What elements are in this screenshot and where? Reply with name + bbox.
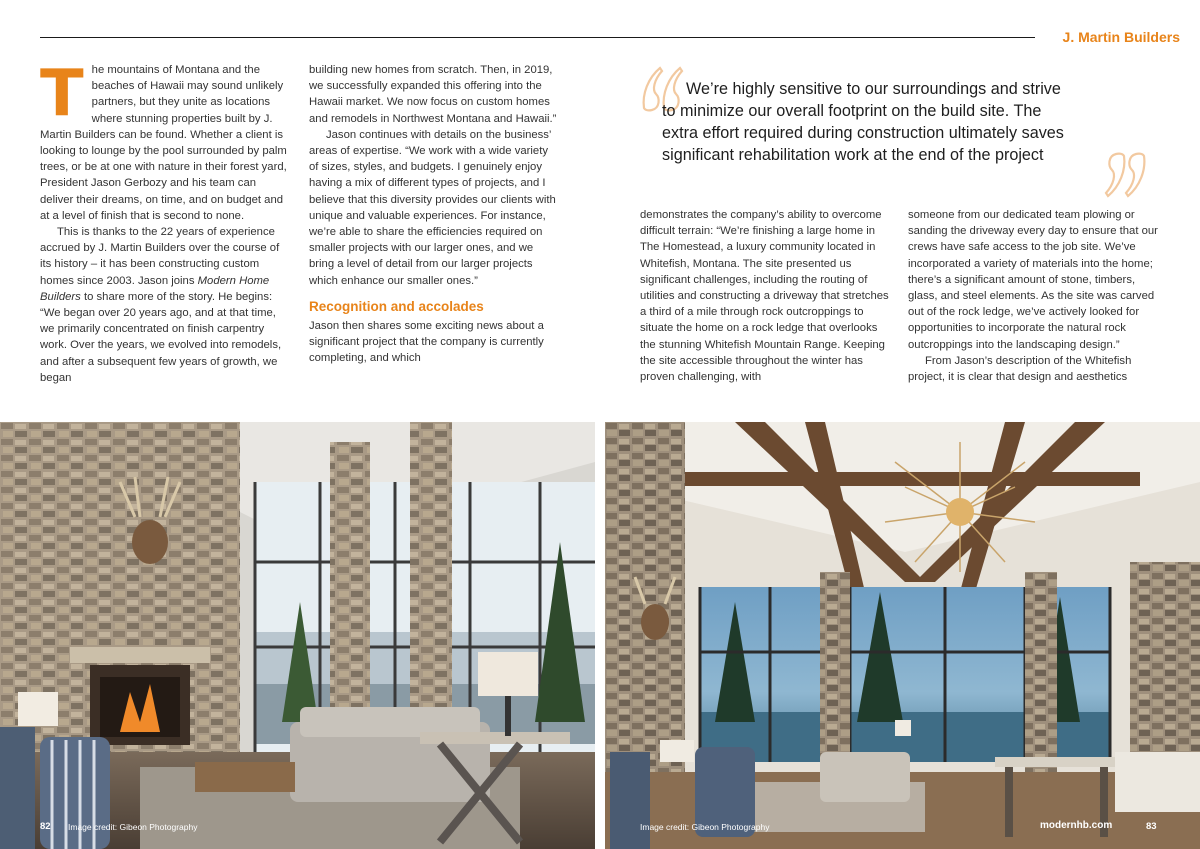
article-column-2 xyxy=(309,62,557,366)
paragraph-expertise: Jason continues with details on the business’ areas of expertise. “We work with a wide variety of sizes, styles, and budgets. I genuinely enjoy having a mix of different types of projects, and I believe that this diversity provides our clients with unique and valuable experiences. For instance, we’re able to share the efficiencies required on smaller projects with our larger ones, and we bring a level of detail from our larger projects which enhance our smaller ones.” xyxy=(309,128,556,287)
pull-quote-line: extra effort required during construction ultimately saves xyxy=(662,124,1064,142)
header-rule xyxy=(40,37,1035,38)
image-credit-right: Image credit: Gibeon Photography xyxy=(640,822,770,832)
paragraph-materials: someone from our dedicated team plowing or sanding the driveway every day to ensure that our crews have safe access to the job site. We’ve incorporated a variety of materials into the home; there’s a significant amount of stone, timbers, glass, and steel elements. As the site was carved out of the rock ledge, we’ve actively looked for opportunities to incorporate the natural rock outcroppings into the landscaping design.” xyxy=(908,209,1158,351)
article-column-3 xyxy=(640,207,890,385)
pull-quote-line: significant rehabilitation work at the end of the project xyxy=(662,146,1044,164)
page-number-left: 82 xyxy=(40,821,51,832)
paragraph-expansion: building new homes from scratch. Then, in 2019, we successfully expanded this offering into the Hawaii market. We now focus on custom homes and remodels in Northwest Montana and Hawaii.” xyxy=(309,64,557,125)
paragraph-history: This is thanks to the 22 years of experience accrued by J. Martin Builders over the course of its history – it has been constructing custom homes since 2003. Jason joins Modern Home Builders to share more of the story. He begins: “We began over 20 years ago, and at that time, we primarily concentrated on finish carpentry work. Over the years, we evolved into remodels, and after a subsequent few years of growth, we began xyxy=(40,226,282,384)
close-quote-icon xyxy=(1104,150,1148,200)
great-room-photo-right xyxy=(605,422,1200,849)
brand-title: J. Martin Builders xyxy=(1062,29,1180,45)
publication-name: Modern Home Builders xyxy=(40,274,270,303)
pull-quote-line: We’re highly sensitive to our surroundings and strive xyxy=(686,80,1061,98)
section-subheading: Recognition and accolades xyxy=(309,298,484,314)
page-number-right: 83 xyxy=(1146,821,1157,832)
image-credit-left: Image credit: Gibeon Photography xyxy=(68,822,198,832)
article-column-4 xyxy=(908,207,1160,385)
drop-cap: T xyxy=(40,57,84,131)
living-room-photo-left xyxy=(0,422,595,849)
paragraph-recognition: Jason then shares some exciting news about a significant project that the company is currently completing, and which xyxy=(309,319,544,365)
website-link[interactable]: modernhb.com xyxy=(1040,820,1113,831)
pull-quote xyxy=(640,78,1160,166)
paragraph-aesthetics: From Jason’s description of the Whitefish project, it is clear that design and aesthetics xyxy=(908,354,1132,384)
paragraph-homestead: demonstrates the company’s ability to overcome difficult terrain: “We’re finishing a large home in The Homestead, a luxury community located in Whitefish, Montana. The site presented us significant challenges, including the routing of utilities and constructing a driveway that stretches a third of a mile through rock outcroppings to situate the home on a rock ledge that overlooks the stunning Whitefish Mountain Range. Keeping the site accessible throughout the winter has proven challenging, with xyxy=(640,209,889,384)
paragraph-intro: he mountains of Montana and the beaches of Hawaii may sound unlikely partners, but they unite as locations where stunning properties built by J. Martin Builders can be found. Whether a client is looking to lounge by the pool surrounded by palm trees, or be at one with nature in their forest yard, President Jason Gerbozy and his team can deliver their dreams, on time, and on budget and at a level of finish that is second to none. xyxy=(40,64,287,222)
pull-quote-line: to minimize our overall footprint on the build site. The xyxy=(662,102,1042,120)
article-column-1 xyxy=(40,57,290,386)
